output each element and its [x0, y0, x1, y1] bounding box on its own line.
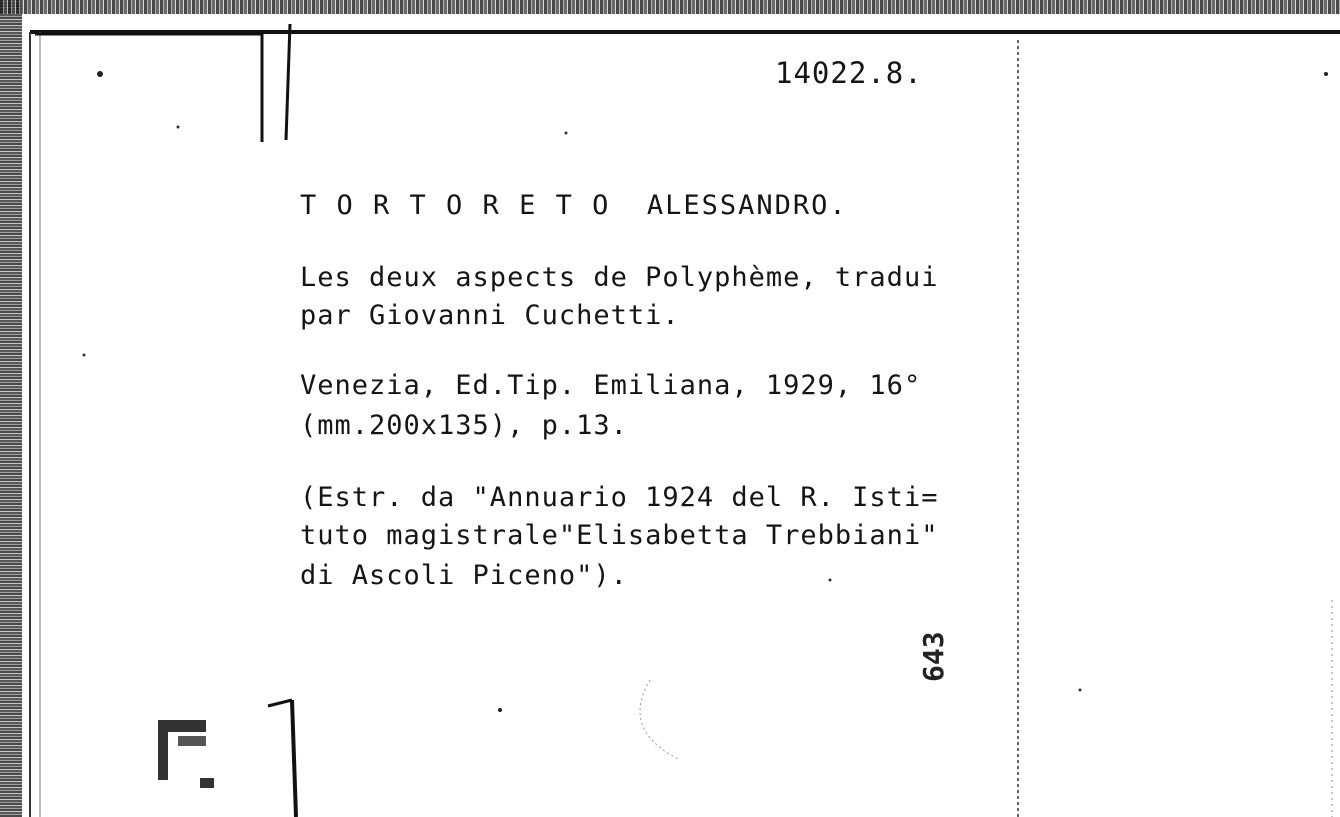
title-line-1: Les deux aspects de Polyphème, tradui [300, 262, 939, 293]
note-line-3: di Ascoli Piceno"). [300, 560, 628, 591]
note-line-1: (Estr. da "Annuario 1924 del R. Isti= [300, 482, 939, 513]
title-line-2: par Giovanni Cuchetti. [300, 300, 680, 331]
note-line-2: tuto magistrale"Elisabetta Trebbiani" [300, 520, 939, 551]
imprint-line-2: (mm.200x135), p.13. [300, 410, 628, 441]
imprint-line-1: Venezia, Ed.Tip. Emiliana, 1929, 16° [300, 370, 922, 401]
author-heading: T O R T O R E T O ALESSANDRO. [300, 190, 848, 221]
call-number: 14022.8. [775, 56, 923, 90]
stamp-number [895, 620, 965, 680]
stamp-number-text: 643 [917, 631, 950, 682]
